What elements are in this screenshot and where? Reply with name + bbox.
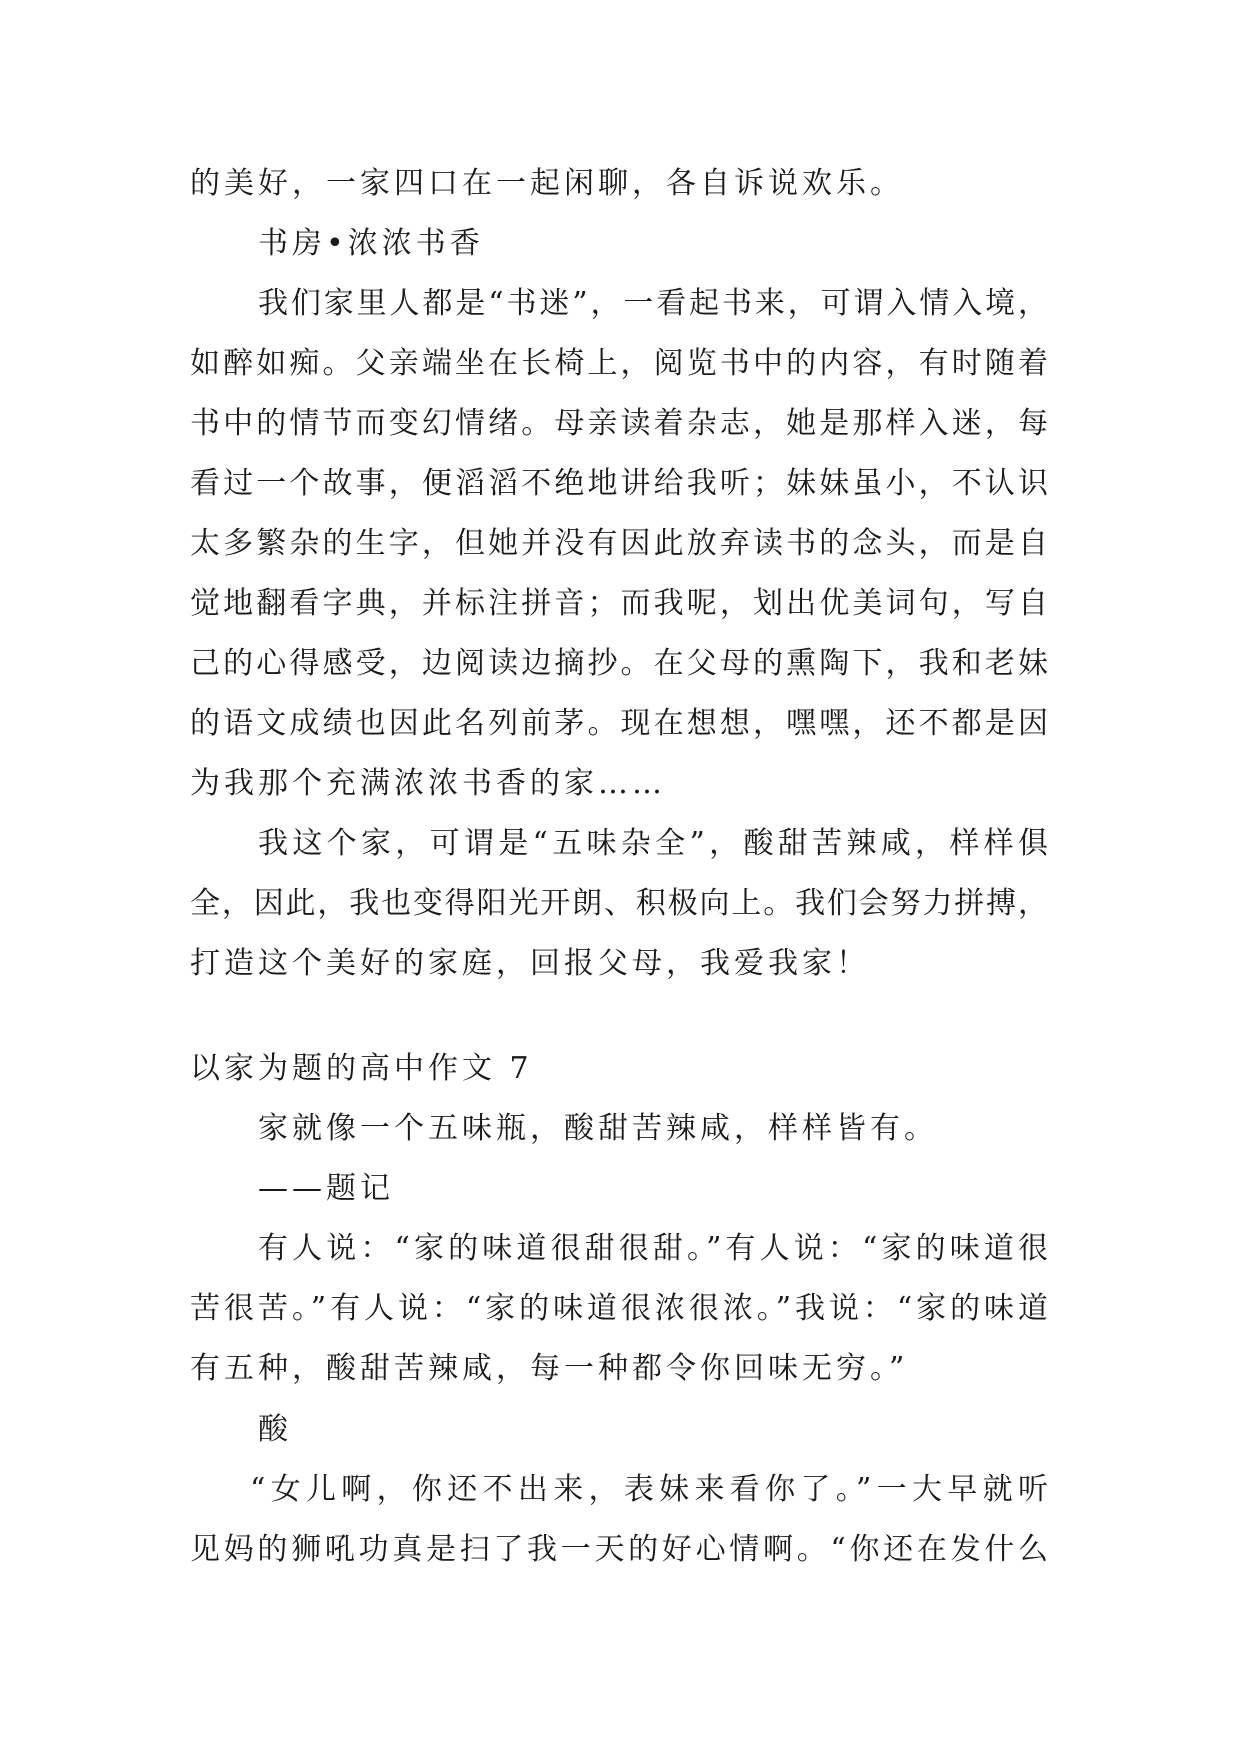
paragraph-line: 觉地翻看字典，并标注拼音；而我呢，划出优美词句，写自	[190, 586, 1048, 621]
paragraph-line: 有五种，酸甜苦辣咸，每一种都令你回味无穷。”	[190, 1351, 909, 1386]
paragraph-line: 打造这个美好的家庭，回报父母，我爱我家！	[190, 946, 870, 981]
section-heading: 酸	[258, 1412, 292, 1447]
paragraph-line: 苦很苦。”有人说：“家的味道很浓很浓。”我说：“家的味道	[190, 1291, 1048, 1326]
section-heading: 书房•浓浓书香	[258, 226, 484, 261]
paragraph-line: 太多繁杂的生字，但她并没有因此放弃读书的念头，而是自	[190, 526, 1048, 561]
paragraph-line: 的美好，一家四口在一起闲聊，各自诉说欢乐。	[190, 166, 904, 201]
paragraph-line: 书中的情节而变幻情绪。母亲读着杂志，她是那样入迷，每	[190, 406, 1048, 441]
paragraph-line: 见妈的狮吼功真是扫了我一天的好心情啊。“你还在发什么	[190, 1532, 1048, 1567]
paragraph-line: 我们家里人都是“书迷”，一看起书来，可谓入情入境，	[258, 286, 1048, 321]
epigraph-line: 家就像一个五味瓶，酸甜苦辣咸，样样皆有。	[258, 1111, 938, 1146]
paragraph-line: 的语文成绩也因此名列前茅。现在想想，嘿嘿，还不都是因	[190, 706, 1048, 741]
paragraph-line: 有人说：“家的味道很甜很甜。”有人说：“家的味道很	[258, 1231, 1048, 1266]
epigraph-attribution: ——题记	[258, 1171, 394, 1206]
essay-title: 以家为题的高中作文 7	[190, 1051, 533, 1086]
paragraph-line: “女儿啊，你还不出来，表妹来看你了。”一大早就听	[250, 1472, 1048, 1507]
paragraph-line: 我这个家，可谓是“五味杂全”，酸甜苦辣咸，样样俱	[258, 826, 1048, 861]
paragraph-line: 全，因此，我也变得阳光开朗、积极向上。我们会努力拼搏，	[190, 886, 1048, 921]
paragraph-line: 己的心得感受，边阅读边摘抄。在父母的熏陶下，我和老妹	[190, 646, 1048, 681]
paragraph-line: 为我那个充满浓浓书香的家……	[190, 766, 666, 801]
paragraph-line: 看过一个故事，便滔滔不绝地讲给我听；妹妹虽小，不认识	[190, 466, 1048, 501]
paragraph-line: 如醉如痴。父亲端坐在长椅上，阅览书中的内容，有时随着	[190, 346, 1048, 381]
